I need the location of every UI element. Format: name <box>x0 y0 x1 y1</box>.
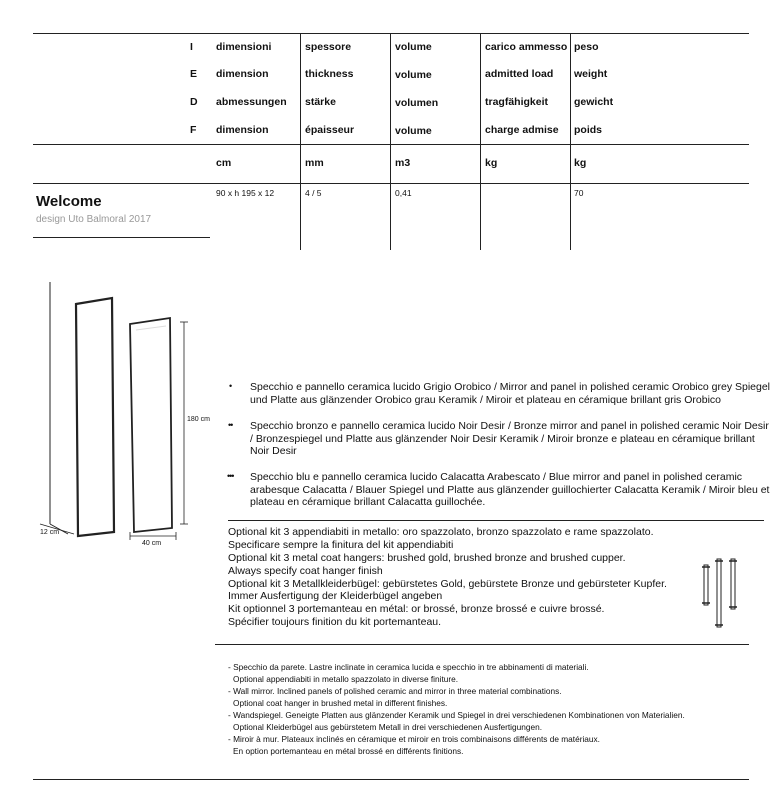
header-dimensions-de: abmessungen <box>216 96 287 108</box>
optional-kit-bottom-rule <box>215 644 749 645</box>
unit-dimensions: cm <box>216 157 232 169</box>
variant-bullet: • <box>229 381 232 391</box>
header-load-en: admitted load <box>485 68 554 80</box>
optional-kit-top-rule <box>228 520 764 521</box>
header-weight-en: weight <box>574 68 608 80</box>
header-dimensions-en: dimension <box>216 68 269 80</box>
table-top-rule <box>33 33 749 34</box>
header-load-de: tragfähigkeit <box>485 96 549 108</box>
header-load-it: carico ammesso <box>485 41 568 53</box>
unit-thickness: mm <box>305 157 324 169</box>
note-line: - Wandspiegel. Geneigte Platten aus glänzender Keramik und Spiegel in drei verschiedenen Kombinationen von Materialien. <box>228 710 685 720</box>
note-line: - Wall mirror. Inclined panels of polished ceramic and mirror in three material combinations. <box>228 686 562 696</box>
unit-weight: kg <box>574 157 587 169</box>
header-dimensions-fr: dimension <box>216 124 269 136</box>
note-line: - Specchio da parete. Lastre inclinate in ceramica lucida e specchio in tre abbinamenti di materiali. <box>228 662 589 672</box>
variant-text: Specchio bronzo e pannello ceramica lucido Noir Desir / Bronze mirror and panel in polished ceramic Noir Desir / Bronzespiegel und Platte aus glänzender Noir Desir Keramik / Miroir bronze e plateau en céramique brillant Noir Desir <box>250 420 769 457</box>
optional-kit-line: Always specify coat hanger finish <box>228 565 383 577</box>
header-weight-fr: poids <box>574 124 602 136</box>
optional-kit-line: Optional kit 3 appendiabiti in metallo: oro spazzolato, bronzo spazzolato e rame spazzolato. <box>228 526 654 538</box>
value-thickness: 4 / 5 <box>305 188 322 198</box>
header-thickness-de: stärke <box>305 96 336 108</box>
header-load-fr: charge admise <box>485 124 559 136</box>
unit-load: kg <box>485 157 498 169</box>
header-thickness-en: thickness <box>305 68 354 80</box>
col-divider <box>570 33 571 250</box>
col-divider <box>480 33 481 250</box>
variant-text: Specchio blu e pannello ceramica lucido Calacatta Arabescato / Blue mirror and panel in polished ceramic arabesque Calacatta / Blauer Spiegel und Platte aus glänzender guillochierter Calacatta Keramik / Miroir bleu et plateau en céramique brillant Calacatta guillochée. <box>250 471 770 508</box>
header-volume-en: volume <box>395 69 432 81</box>
value-dimensions: 90 x h 195 x 12 <box>216 188 275 198</box>
lang-code-en: E <box>190 68 198 80</box>
width-dimension-label: 40 cm <box>142 540 162 547</box>
optional-kit-line: Kit optionnel 3 portemanteau en métal: or brossé, bronze brossé e cuivre brossé. <box>228 603 605 615</box>
note-line: En option portemanteau en métal brossé en différents finitions. <box>233 746 464 756</box>
variant-bullet: ••• <box>227 471 234 481</box>
header-volume-de: volumen <box>395 97 439 109</box>
header-thickness-it: spessore <box>305 41 352 53</box>
optional-kit-line: Specificare sempre la finitura del kit appendiabiti <box>228 539 454 551</box>
optional-kit-line: Immer Ausfertigung der Kleiderbügel angeben <box>228 590 443 602</box>
note-line: - Miroir à mur. Plateaux inclinés en céramique et miroir en trois combinaisons différents de matériaux. <box>228 734 600 744</box>
header-volume-fr: volume <box>395 125 432 137</box>
lang-code-it: I <box>190 41 193 53</box>
page-bottom-rule <box>33 779 749 780</box>
header-volume-it: volume <box>395 41 432 53</box>
variant-bullet: •• <box>228 420 233 430</box>
header-dimensions-it: dimensioni <box>216 41 272 53</box>
header-weight-de: gewicht <box>574 96 614 108</box>
col-divider <box>390 33 391 250</box>
optional-kit-line: Optional kit 3 metal coat hangers: brushed gold, brushed bronze and brushed cupper. <box>228 552 626 564</box>
value-weight: 70 <box>574 188 584 198</box>
note-line: Optional Kleiderbügel aus gebürstetem Metall in drei verschiedenen Ausfertigungen. <box>233 722 543 732</box>
table-header-rule <box>33 144 749 145</box>
header-weight-it: peso <box>574 41 599 53</box>
lang-code-fr: F <box>190 124 197 136</box>
product-designer: design Uto Balmoral 2017 <box>36 214 152 225</box>
optional-kit-line: Optional kit 3 Metallkleiderbügel: gebürstetes Gold, gebürstete Bronze und gebürsteter Kupfer. <box>228 578 667 590</box>
value-volume: 0,41 <box>395 188 412 198</box>
height-dimension-label: 180 cm <box>187 416 210 423</box>
header-thickness-fr: épaisseur <box>305 124 355 136</box>
table-unit-rule <box>33 183 749 184</box>
depth-dimension-label: 12 cm <box>40 529 60 536</box>
product-title: Welcome <box>36 193 102 210</box>
note-line: Optional coat hanger in brushed metal in different finishes. <box>233 698 448 708</box>
coat-hangers-drawing <box>700 555 750 631</box>
variant-text: Specchio e pannello ceramica lucido Grigio Orobico / Mirror and panel in polished ceramic Orobico grey Spiegel und Platte aus glänzender Orobico grau Keramik / Miroir et plateau en céramique brillant gris Orobico <box>250 381 771 406</box>
col-divider <box>300 33 301 250</box>
optional-kit-line: Spécifier toujours finition du kit portemanteau. <box>228 616 442 628</box>
unit-volume: m3 <box>395 157 411 169</box>
note-line: Optional appendiabiti in metallo spazzolato in diverse finiture. <box>233 674 459 684</box>
title-underline <box>33 237 210 238</box>
lang-code-de: D <box>190 96 198 108</box>
